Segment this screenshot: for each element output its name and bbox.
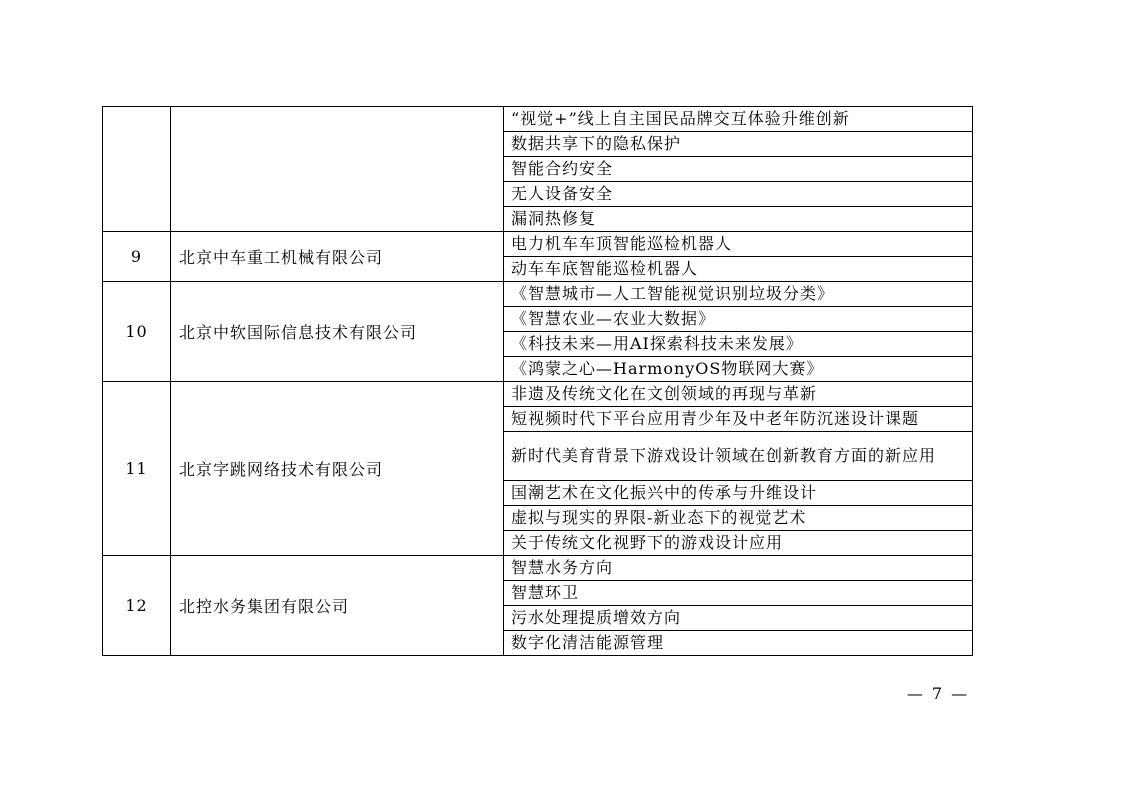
topic-cell: 数字化清洁能源管理 [504, 631, 973, 656]
topic-cell: 新时代美育背景下游戏设计领域在创新教育方面的新应用 [504, 432, 973, 481]
topic-cell: 智慧水务方向 [504, 556, 973, 581]
topic-cell: 智慧环卫 [504, 581, 973, 606]
topic-cell: 动车车底智能巡检机器人 [504, 257, 973, 282]
table-row [103, 282, 973, 307]
topic-cell: “视觉+”线上自主国民品牌交互体验升维创新 [504, 107, 973, 132]
company-name-cell [171, 107, 504, 232]
table-row [103, 232, 973, 257]
row-number-cell [103, 107, 171, 232]
topic-cell: 污水处理提质增效方向 [504, 606, 973, 631]
table-row [103, 556, 973, 581]
company-name-cell: 北京字跳网络技术有限公司 [171, 382, 504, 556]
topic-cell: 无人设备安全 [504, 182, 973, 207]
topic-cell: 电力机车车顶智能巡检机器人 [504, 232, 973, 257]
table-row [103, 107, 973, 132]
table-row [103, 382, 973, 407]
topic-cell: 智能合约安全 [504, 157, 973, 182]
topic-cell: 《科技未来—用AI探索科技未来发展》 [504, 332, 973, 357]
topic-cell: 《智慧农业—农业大数据》 [504, 307, 973, 332]
topic-cell: 《鸿蒙之心—HarmonyOS物联网大赛》 [504, 357, 973, 382]
topic-cell: 关于传统文化视野下的游戏设计应用 [504, 531, 973, 556]
company-name-cell: 北京中软国际信息技术有限公司 [171, 282, 504, 382]
company-name-cell: 北京中车重工机械有限公司 [171, 232, 504, 282]
topic-cell: 虚拟与现实的界限-新业态下的视觉艺术 [504, 506, 973, 531]
row-number-cell: 12 [103, 556, 171, 656]
row-number-cell: 9 [103, 232, 171, 282]
topic-cell: 漏洞热修复 [504, 207, 973, 232]
topic-cell: 《智慧城市—人工智能视觉识别垃圾分类》 [504, 282, 973, 307]
page-number: — 7 — [906, 684, 970, 703]
topic-cell: 短视频时代下平台应用青少年及中老年防沉迷设计课题 [504, 407, 973, 432]
topic-cell: 数据共享下的隐私保护 [504, 132, 973, 157]
topic-cell: 非遗及传统文化在文创领域的再现与革新 [504, 382, 973, 407]
row-number-cell: 11 [103, 382, 171, 556]
row-number-cell: 10 [103, 282, 171, 382]
company-name-cell: 北控水务集团有限公司 [171, 556, 504, 656]
project-topic-table [102, 106, 973, 656]
topic-cell: 国潮艺术在文化振兴中的传承与升维设计 [504, 481, 973, 506]
